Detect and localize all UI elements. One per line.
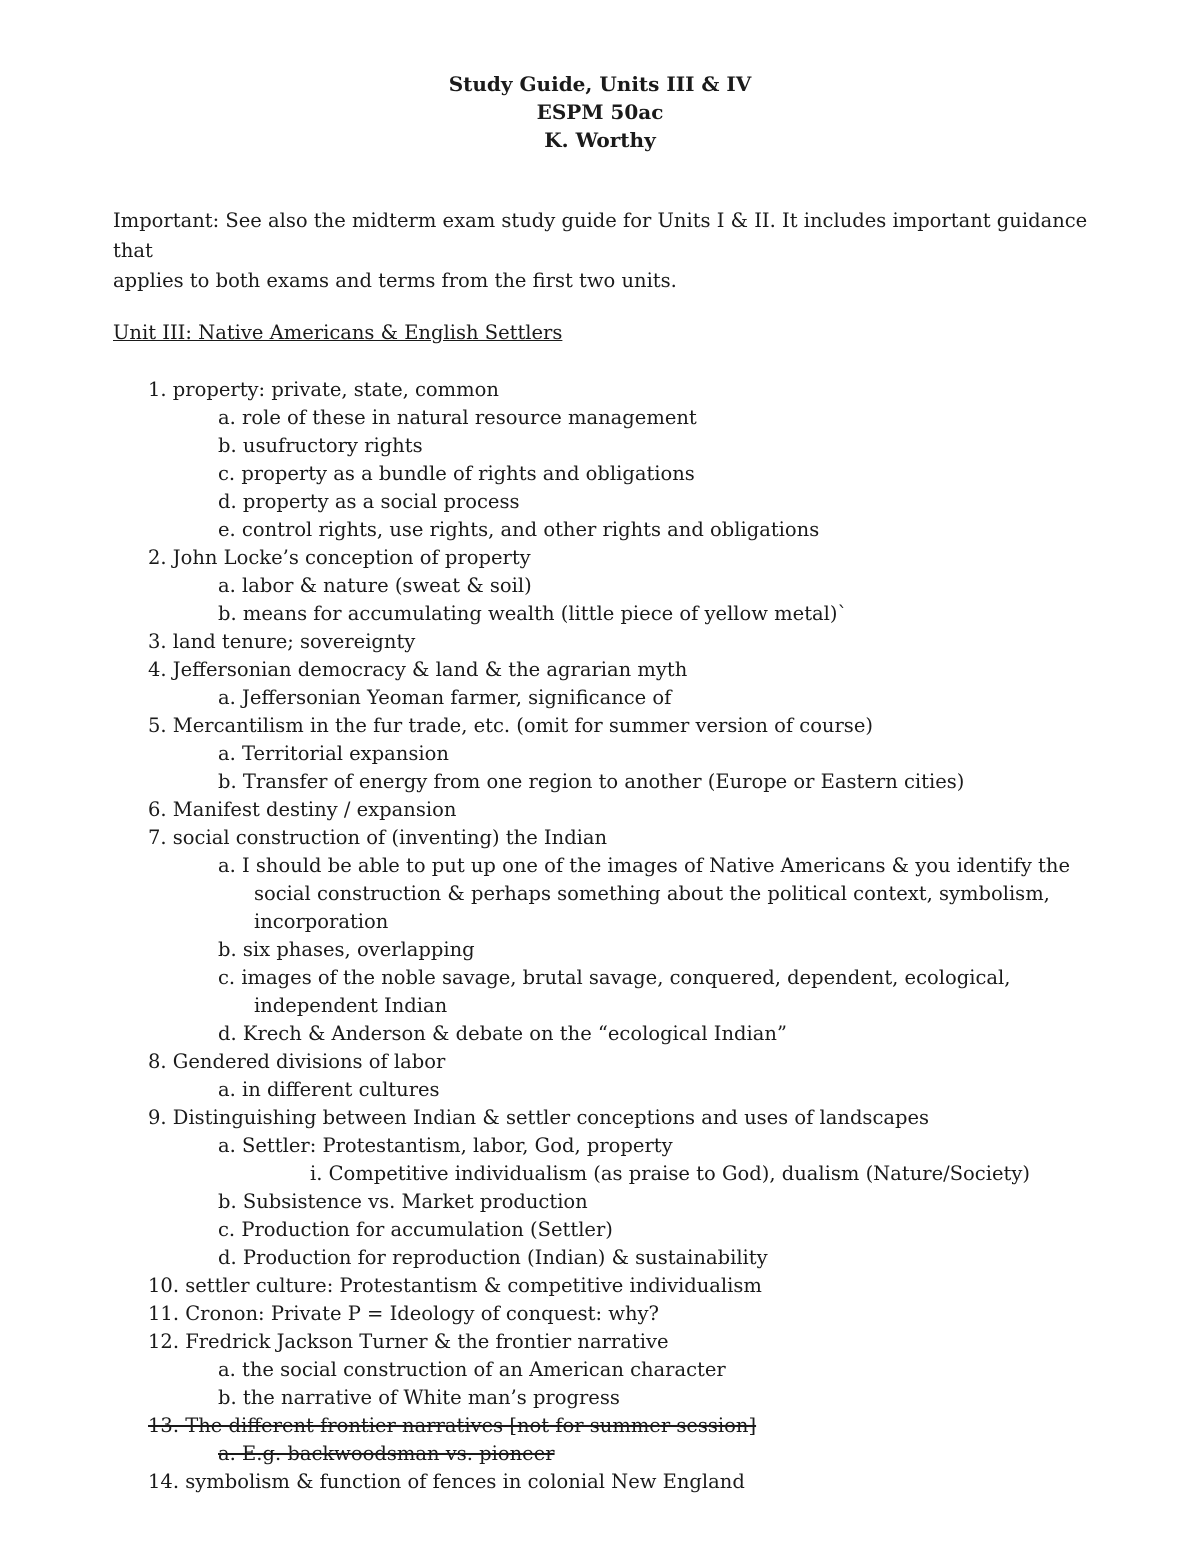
outline-subitem-continuation: incorporation (254, 910, 389, 933)
outline-subsubitem: i. Competitive individualism (as praise to God), dualism (Nature/Society) (310, 1162, 1030, 1185)
outline-subitem: b. six phases, overlapping (218, 938, 475, 961)
outline-item: 9. Distinguishing between Indian & settler conceptions and uses of landscapes (148, 1106, 930, 1129)
outline-list (0, 376, 1200, 1496)
outline-item: 14. symbolism & function of fences in colonial New England (148, 1470, 745, 1493)
outline-subitem: a. role of these in natural resource management (218, 406, 697, 429)
outline-subitem-struck: a. E.g. backwoodsman vs. pioneer (218, 1442, 555, 1465)
document-header (0, 70, 1200, 154)
outline-item: 11. Cronon: Private P = Ideology of conquest: why? (148, 1302, 659, 1325)
outline-subitem: c. images of the noble savage, brutal savage, conquered, dependent, ecological, (218, 966, 1011, 989)
outline-subitem: b. Transfer of energy from one region to another (Europe or Eastern cities) (218, 770, 965, 793)
outline-subitem: a. Jeffersonian Yeoman farmer, significance of (218, 686, 672, 709)
outline-item: 6. Manifest destiny / expansion (148, 798, 457, 821)
outline-item: 10. settler culture: Protestantism & competitive individualism (148, 1274, 762, 1297)
intro-line: applies to both exams and terms from the first two units. (113, 269, 677, 292)
outline-subitem-continuation: social construction & perhaps something about the political context, symbolism, (254, 882, 1050, 905)
title-line: Study Guide, Units III & IV (448, 72, 752, 96)
outline-subitem: d. property as a social process (218, 490, 520, 513)
outline-subitem: a. the social construction of an American character (218, 1358, 726, 1381)
course-line: ESPM 50ac (536, 100, 664, 124)
outline-item: 8. Gendered divisions of labor (148, 1050, 446, 1073)
outline-item: 2. John Locke’s conception of property (148, 546, 531, 569)
intro-paragraph (113, 206, 1103, 296)
outline-subitem: a. labor & nature (sweat & soil) (218, 574, 532, 597)
outline-item: 12. Fredrick Jackson Turner & the frontier narrative (148, 1330, 669, 1353)
outline-item: 7. social construction of (inventing) the Indian (148, 826, 608, 849)
unit-heading: Unit III: Native Americans & English Settlers (113, 321, 563, 344)
intro-line: Important: See also the midterm exam study guide for Units I & II. It includes important guidance that (113, 209, 1088, 262)
outline-subitem: a. I should be able to put up one of the images of Native Americans & you identify the (218, 854, 1070, 877)
outline-subitem: e. control rights, use rights, and other rights and obligations (218, 518, 820, 541)
author-line: K. Worthy (544, 128, 656, 152)
outline-subitem: c. Production for accumulation (Settler) (218, 1218, 613, 1241)
outline-subitem: b. Subsistence vs. Market production (218, 1190, 588, 1213)
outline-subitem: d. Production for reproduction (Indian) & sustainability (218, 1246, 768, 1269)
outline-item-struck: 13. The different frontier narratives [not for summer session] (148, 1414, 757, 1437)
outline-subitem: d. Krech & Anderson & debate on the “ecological Indian” (218, 1022, 787, 1045)
outline-subitem: c. property as a bundle of rights and obligations (218, 462, 695, 485)
outline-subitem: b. means for accumulating wealth (little piece of yellow metal)` (218, 602, 848, 625)
outline-subitem: a. Territorial expansion (218, 742, 449, 765)
outline-item: 4. Jeffersonian democracy & land & the agrarian myth (148, 658, 688, 681)
outline-subitem: b. the narrative of White man’s progress (218, 1386, 620, 1409)
outline-subitem-continuation: independent Indian (254, 994, 448, 1017)
outline-subitem: a. in different cultures (218, 1078, 440, 1101)
outline-subitem: b. usufructory rights (218, 434, 423, 457)
outline-item: 3. land tenure; sovereignty (148, 630, 416, 653)
outline-item: 1. property: private, state, common (148, 378, 499, 401)
outline-item: 5. Mercantilism in the fur trade, etc. (omit for summer version of course) (148, 714, 873, 737)
outline-subitem: a. Settler: Protestantism, labor, God, property (218, 1134, 673, 1157)
